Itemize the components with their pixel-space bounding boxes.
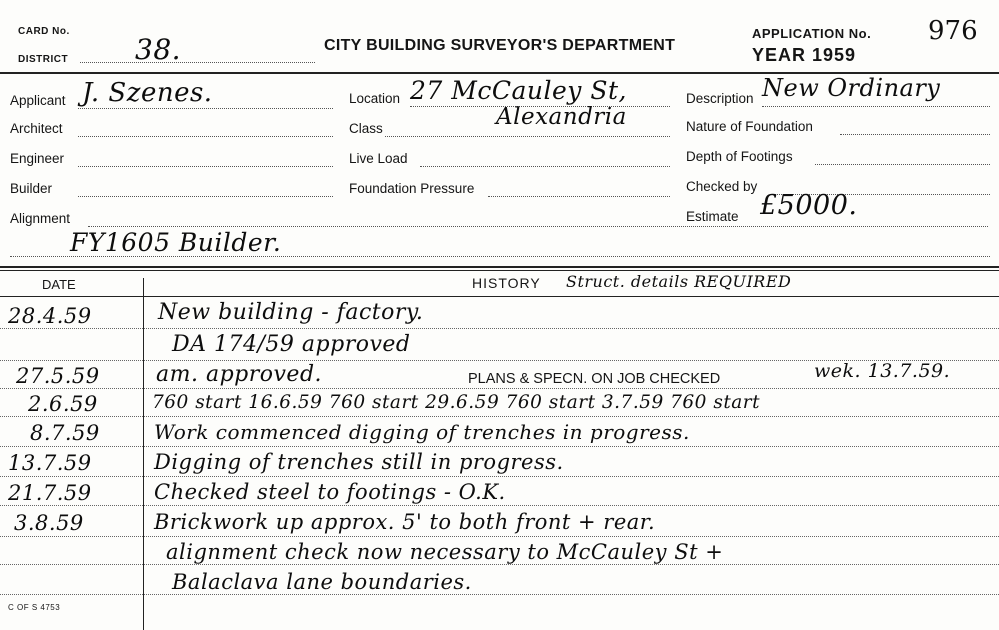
entry-date: 2.6.59 <box>28 392 98 416</box>
entry-date: 27.5.59 <box>16 364 100 388</box>
foundation-pressure-label: Foundation Pressure <box>349 181 475 196</box>
entry-date: 21.7.59 <box>8 481 92 505</box>
estimate-label: Estimate <box>686 209 739 224</box>
class-label: Class <box>349 121 383 136</box>
description-label: Description <box>686 91 754 106</box>
entry-text: Brickwork up approx. 5' to both front + rear. <box>154 510 656 534</box>
entry-text: Checked steel to footings - O.K. <box>154 480 506 504</box>
live-load-label: Live Load <box>349 151 408 166</box>
entry-date: 8.7.59 <box>30 421 100 445</box>
department-title: CITY BUILDING SURVEYOR'S DEPARTMENT <box>324 37 676 54</box>
nature-of-foundation-label: Nature of Foundation <box>686 119 813 134</box>
date-column-header: DATE <box>42 277 76 292</box>
district-value: 38. <box>135 33 182 66</box>
description-value: New Ordinary <box>762 74 941 102</box>
architect-label: Architect <box>10 121 63 136</box>
history-column-header: HISTORY <box>472 275 541 291</box>
location-label: Location <box>349 91 401 106</box>
entry-text: Balaclava lane boundaries. <box>172 570 472 594</box>
estimate-value: £5000. <box>760 190 858 221</box>
year-label: YEAR 1959 <box>752 45 857 65</box>
entry-text: Work commenced digging of trenches in progress. <box>154 420 690 444</box>
location-line2: Alexandria <box>496 104 627 130</box>
entry-date: 3.8.59 <box>14 511 84 535</box>
builder-label: Builder <box>10 181 53 196</box>
card-no-label: CARD No. <box>18 26 70 37</box>
history-note: Struct. details REQUIRED <box>566 272 792 291</box>
form-code: C OF S 4753 <box>8 603 61 612</box>
alignment-value: FY1605 Builder. <box>70 228 282 257</box>
district-label: DISTRICT <box>18 54 69 65</box>
engineer-label: Engineer <box>10 151 65 166</box>
applicant-label: Applicant <box>10 93 66 108</box>
entry-date: 13.7.59 <box>8 451 92 475</box>
location-line1: 27 McCauley St, <box>410 76 627 105</box>
plans-checked-stamp: PLANS & SPECN. ON JOB CHECKED <box>468 371 721 387</box>
entry-text: 760 start 16.6.59 760 start 29.6.59 760 start 3.7.59 760 start <box>152 392 761 413</box>
entry-date: 28.4.59 <box>8 304 92 328</box>
entry-note: wek. 13.7.59. <box>814 360 951 382</box>
entry-text: Digging of trenches still in progress. <box>154 450 564 474</box>
depth-of-footings-label: Depth of Footings <box>686 149 793 164</box>
entry-text: am. approved. <box>156 362 323 387</box>
alignment-label: Alignment <box>10 211 71 226</box>
checked-by-label: Checked by <box>686 179 758 194</box>
entry-text: New building - factory. <box>158 300 424 325</box>
entry-text: DA 174/59 approved <box>172 332 411 357</box>
application-number: 976 <box>928 16 978 46</box>
entry-text: alignment check now necessary to McCauley St + <box>166 540 724 564</box>
applicant-value: J. Szenes. <box>82 78 213 108</box>
application-label: APPLICATION No. <box>752 26 872 41</box>
